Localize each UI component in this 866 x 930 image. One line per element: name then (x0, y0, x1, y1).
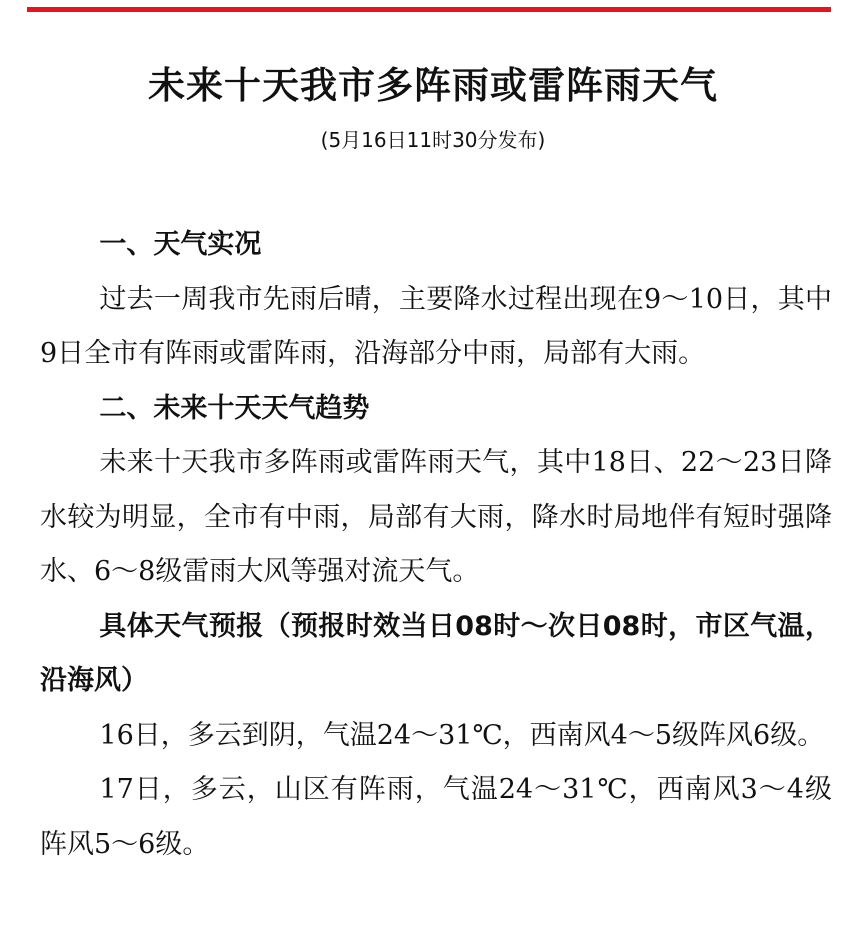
forecast-day: 16日，多云到阴，气温24～31℃，西南风4～5级阵风6级。 (99, 719, 825, 751)
section-heading-trend: 二、未来十天天气趋势 (99, 392, 370, 424)
publish-time: (5月16日11时30分发布) (320, 128, 546, 152)
trend-paragraph: 未来十天我市多阵雨或雷阵雨天气，其中18日、22～23日降水较为明显，全市有中雨，局部有大雨，降水时局地伴有短时强降水、6～8级雷雨大风等强对流天气。 (40, 447, 832, 587)
page-title: 未来十天我市多阵雨或雷阵雨天气 (148, 64, 718, 107)
observations-paragraph: 过去一周我市先雨后晴，主要降水过程出现在9～10日，其中9日全市有阵雨或雷阵雨，沿海部分中雨，局部有大雨。 (40, 283, 832, 369)
header-red-rule (27, 7, 831, 12)
forecast-day: 17日，多云，山区有阵雨，气温24～31℃，西南风3～4级阵风5～6级。 (40, 774, 832, 860)
document-body (40, 218, 832, 872)
forecast-heading: 具体天气预报（预报时效当日08时～次日08时，市区气温，沿海风） (40, 610, 832, 696)
section-heading-observations: 一、天气实况 (99, 229, 262, 260)
